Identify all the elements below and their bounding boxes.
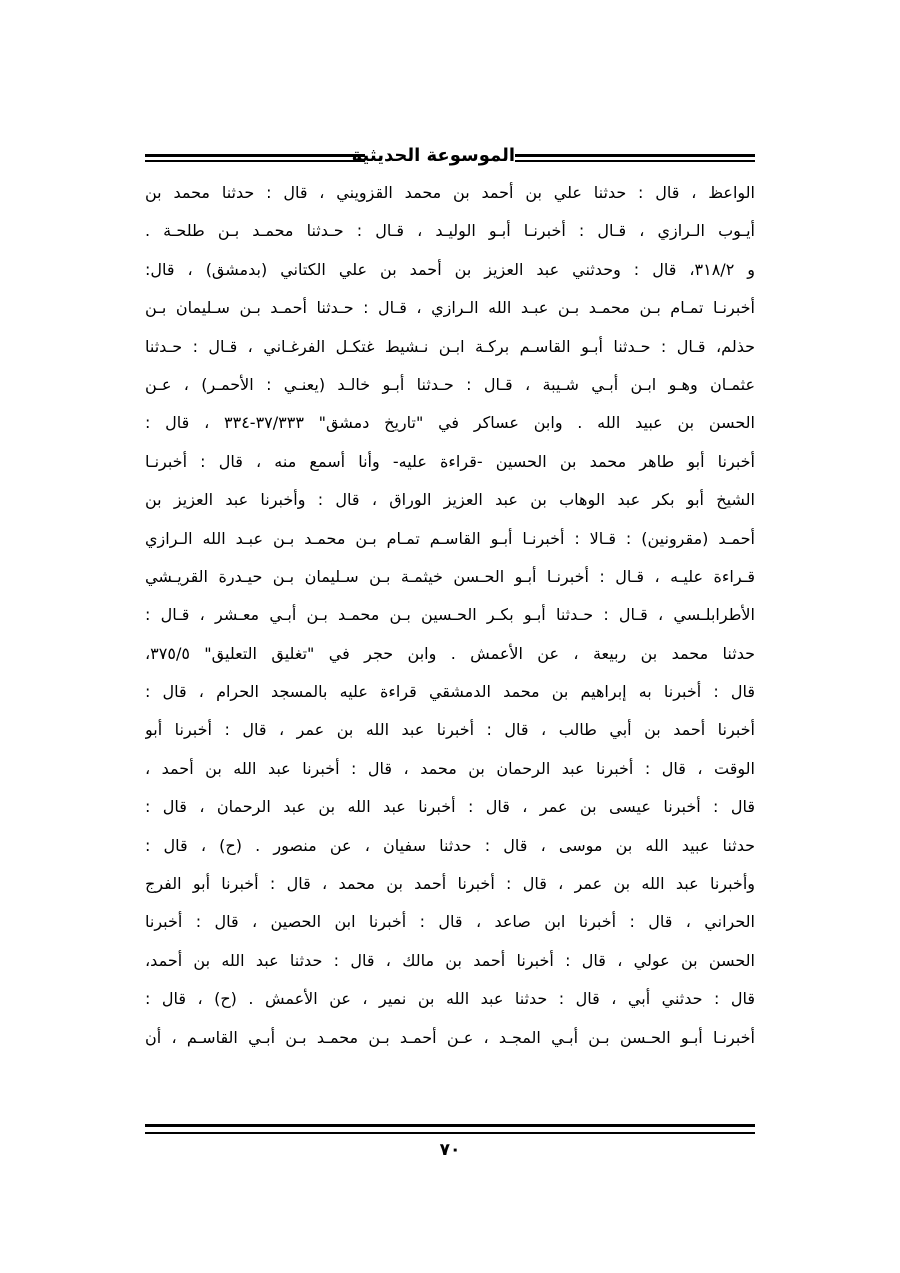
- text-line: قال : أخبرنا به إبراهيم بن محمد الدمشقي قراءة عليه بالمسجد الحرام ، قال :: [145, 682, 755, 702]
- text-line: أيـوب الـرازي ، قـال : أخبرنـا أبـو الوليـد ، قـال : حـدثنا محمـد بـن طلحـة .: [145, 221, 755, 241]
- text-line: أخبرنـا تمـام بـن محمـد بـن عبـد الله الـرازي ، قـال : حـدثنا أحمـد بـن سـليمان بـن: [145, 298, 755, 318]
- text-line: الحسن بن عبيد الله . وابن عساكر في "تاريخ دمشق" ٣٧/٣٣٣-٣٣٤ ، قال :: [145, 413, 755, 433]
- text-line: قال : أخبرنا عيسى بن عمر ، قال : أخبرنا عبد الله بن عبد الرحمان ، قال :: [145, 797, 755, 817]
- text-line: قـراءة عليـه ، قـال : أخبرنـا أبـو الحـسن خيثمـة بـن سـليمان بـن حيـدرة القريـشي: [145, 566, 755, 586]
- text-line: أخبرنا أبو طاهر محمد بن الحسين -قراءة عليه- وأنا أسمع منه ، قال : أخبرنـا: [145, 451, 755, 471]
- text-line: حدثنا محمد بن ربيعة ، عن الأعمش . وابن حجر في "تغليق التعليق" ٣٧٥/٥،: [145, 643, 755, 663]
- header-rule-right: [515, 154, 755, 162]
- text-line: الواعظ ، قال : حدثنا علي بن أحمد بن محمد القزويني ، قال : حدثنا محمد بن: [145, 183, 755, 202]
- text-line: الأطرابلـسي ، قـال : حـدثنا أبـو بكـر الحـسين بـن محمـد بـن أبـي معـشر ، قـال :: [145, 605, 755, 625]
- text-line: حذلم، قـال : حـدثنا أبـو القاسـم بركـة ابـن نـشيط غتكـل الفرغـاني ، قـال : حـدثنا: [145, 336, 755, 356]
- page-number: ٧٠: [439, 1140, 461, 1160]
- text-line: عثمـان وهـو ابـن أبـي شـيبة ، قـال : حـدثنا أبـو خالـد (يعنـي : الأحمـر) ، عـن: [145, 374, 755, 394]
- header-rule-left: [145, 154, 365, 162]
- text-line: و ٣١٨/٢، قال : وحدثني عبد العزيز بن أحمد بن علي الكتاني (بدمشق) ، قال:: [145, 259, 755, 279]
- text-line: قال : حدثني أبي ، قال : حدثنا عبد الله بن نمير ، عن الأعمش . (ح) ، قال :: [145, 989, 755, 1009]
- page-header: [145, 140, 755, 174]
- body-text: [145, 174, 755, 1057]
- text-line: أحمـد (مقرونين) : قـالا : أخبرنـا أبـو القاسـم تمـام بـن محمـد بـن عبـد الله الـرازي: [145, 528, 755, 548]
- text-line: الحراني ، قال : أخبرنا ابن صاعد ، قال : أخبرنا ابن الحصين ، قال : أخبرنا: [145, 912, 755, 932]
- footer-rule: [145, 1124, 755, 1134]
- text-line: أخبرنـا أبـو الحـسن بـن أبـي المجـد ، عـن أحمـد بـن محمـد بـن أبـي القاسـم ، أن: [145, 1027, 755, 1047]
- page-title: الموسوعة الحديثية: [351, 145, 515, 166]
- text-line: أخبرنا أحمد بن أبي طالب ، قال : أخبرنا عبد الله بن عمر ، قال : أخبرنا أبو: [145, 720, 755, 740]
- text-line: حدثنا عبيد الله بن موسى ، قال : حدثنا سفيان ، عن منصور . (ح) ، قال :: [145, 835, 755, 855]
- text-line: وأخبرنا عبد الله بن عمر ، قال : أخبرنا أحمد بن محمد ، قال : أخبرنا أبو الفرج: [145, 874, 755, 894]
- text-line: الوقت ، قال : أخبرنا عبد الرحمان بن محمد ، قال : أخبرنا عبد الله بن أحمد ،: [145, 758, 755, 778]
- text-line: الحسن بن عولي ، قال : أخبرنا أحمد بن مالك ، قال : حدثنا عبد الله بن أحمد،: [145, 950, 755, 970]
- text-line: الشيخ أبو بكر عبد الوهاب بن عبد العزيز الوراق ، قال : وأخبرنا عبد العزيز بن: [145, 490, 755, 510]
